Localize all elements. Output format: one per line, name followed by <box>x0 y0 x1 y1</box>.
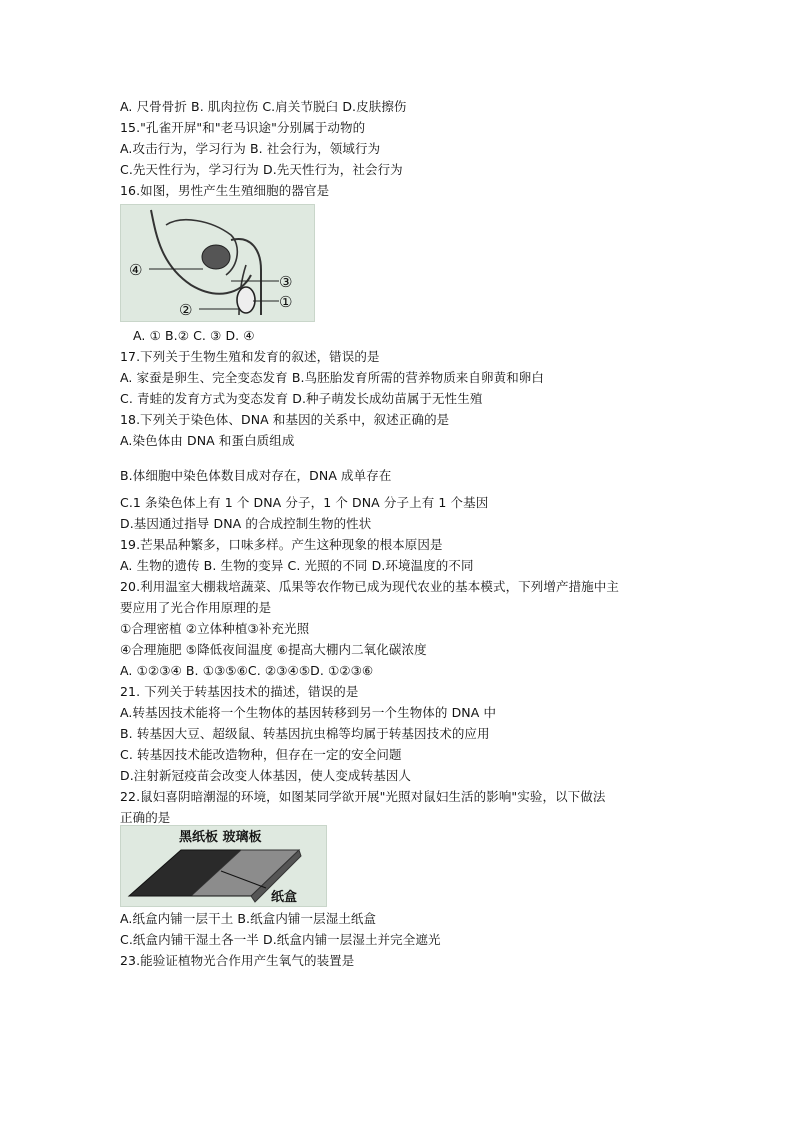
woodlouse-experiment-figure <box>120 825 327 907</box>
q20-stem-line1: 20.利用温室大棚栽培蔬菜、瓜果等农作物已成为现代农业的基本模式，下列增产措施中主 <box>120 579 619 594</box>
q22-options-cd: C.纸盒内铺干湿土各一半 D.纸盒内铺一层湿土并完全遮光 <box>120 932 441 947</box>
figure1-label-4: ④ <box>129 261 143 279</box>
figure2-top-label: 黑纸板 玻璃板 <box>179 830 262 845</box>
q16-options: A. ① B.② C. ③ D. ④ <box>133 328 255 343</box>
q14-options: A. 尺骨骨折 B. 肌肉拉伤 C.肩关节脱臼 D.皮肤擦伤 <box>120 99 407 114</box>
q19-options: A. 生物的遗传 B. 生物的变异 C. 光照的不同 D.环境温度的不同 <box>120 558 474 573</box>
q18-option-a: A.染色体由 DNA 和蛋白质组成 <box>120 433 295 448</box>
q17-options-cd: C. 青蛙的发育方式为变态发育 D.种子萌发长成幼苗属于无性生殖 <box>120 391 483 406</box>
figure1-label-2: ② <box>179 301 193 319</box>
q19-stem: 19.芒果品种繁多，口味多样。产生这种现象的根本原因是 <box>120 537 443 552</box>
q21-option-a: A.转基因技术能将一个生物体的基因转移到另一个生物体的 DNA 中 <box>120 705 497 720</box>
q15-options-ab: A.攻击行为，学习行为 B. 社会行为，领域行为 <box>120 141 381 156</box>
q18-option-b: B.体细胞中染色体数目成对存在，DNA 成单存在 <box>120 468 392 483</box>
q21-option-c: C. 转基因技术能改造物种，但存在一定的安全问题 <box>120 747 402 762</box>
q20-stem-line2: 要应用了光合作用原理的是 <box>120 600 272 615</box>
q20-measures-1: ①合理密植 ②立体种植③补充光照 <box>120 621 310 636</box>
q21-option-d: D.注射新冠疫苗会改变人体基因，使人变成转基因人 <box>120 768 411 783</box>
q22-options-ab: A.纸盒内铺一层干土 B.纸盒内铺一层湿土纸盒 <box>120 911 377 926</box>
q23-stem: 23.能验证植物光合作用产生氧气的装置是 <box>120 953 355 968</box>
q22-stem-line1: 22.鼠妇喜阴暗潮湿的环境，如图某同学欲开展"光照对鼠妇生活的影响"实验，以下做法 <box>120 789 606 804</box>
q17-stem: 17.下列关于生物生殖和发育的叙述，错误的是 <box>120 349 380 364</box>
q21-stem: 21. 下列关于转基因技术的描述，错误的是 <box>120 684 359 699</box>
q18-option-c: C.1 条染色体上有 1 个 DNA 分子，1 个 DNA 分子上有 1 个基因 <box>120 495 489 510</box>
q18-stem: 18.下列关于染色体、DNA 和基因的关系中，叙述正确的是 <box>120 412 450 427</box>
figure1-label-3: ③ <box>279 273 293 291</box>
q17-options-ab: A. 家蚕是卵生、完全变态发育 B.鸟胚胎发育所需的营养物质来自卵黄和卵白 <box>120 370 545 385</box>
male-reproductive-figure <box>120 204 315 322</box>
q15-stem: 15."孔雀开屏"和"老马识途"分别属于动物的 <box>120 120 366 135</box>
q16-stem: 16.如图，男性产生生殖细胞的器官是 <box>120 183 330 198</box>
q21-option-b: B. 转基因大豆、超级鼠、转基因抗虫棉等均属于转基因技术的应用 <box>120 726 490 741</box>
q20-options: A. ①②③④ B. ①③⑤⑥C. ②③④⑤D. ①②③⑥ <box>120 663 374 678</box>
q20-measures-2: ④合理施肥 ⑤降低夜间温度 ⑥提高大棚内二氧化碳浓度 <box>120 642 427 657</box>
figure1-label-1: ① <box>279 293 293 311</box>
q15-options-cd: C.先天性行为，学习行为 D.先天性行为，社会行为 <box>120 162 403 177</box>
q22-stem-line2: 正确的是 <box>120 810 171 825</box>
figure2-box-label: 纸盒 <box>271 890 298 905</box>
q18-option-d: D.基因通过指导 DNA 的合成控制生物的性状 <box>120 516 372 531</box>
